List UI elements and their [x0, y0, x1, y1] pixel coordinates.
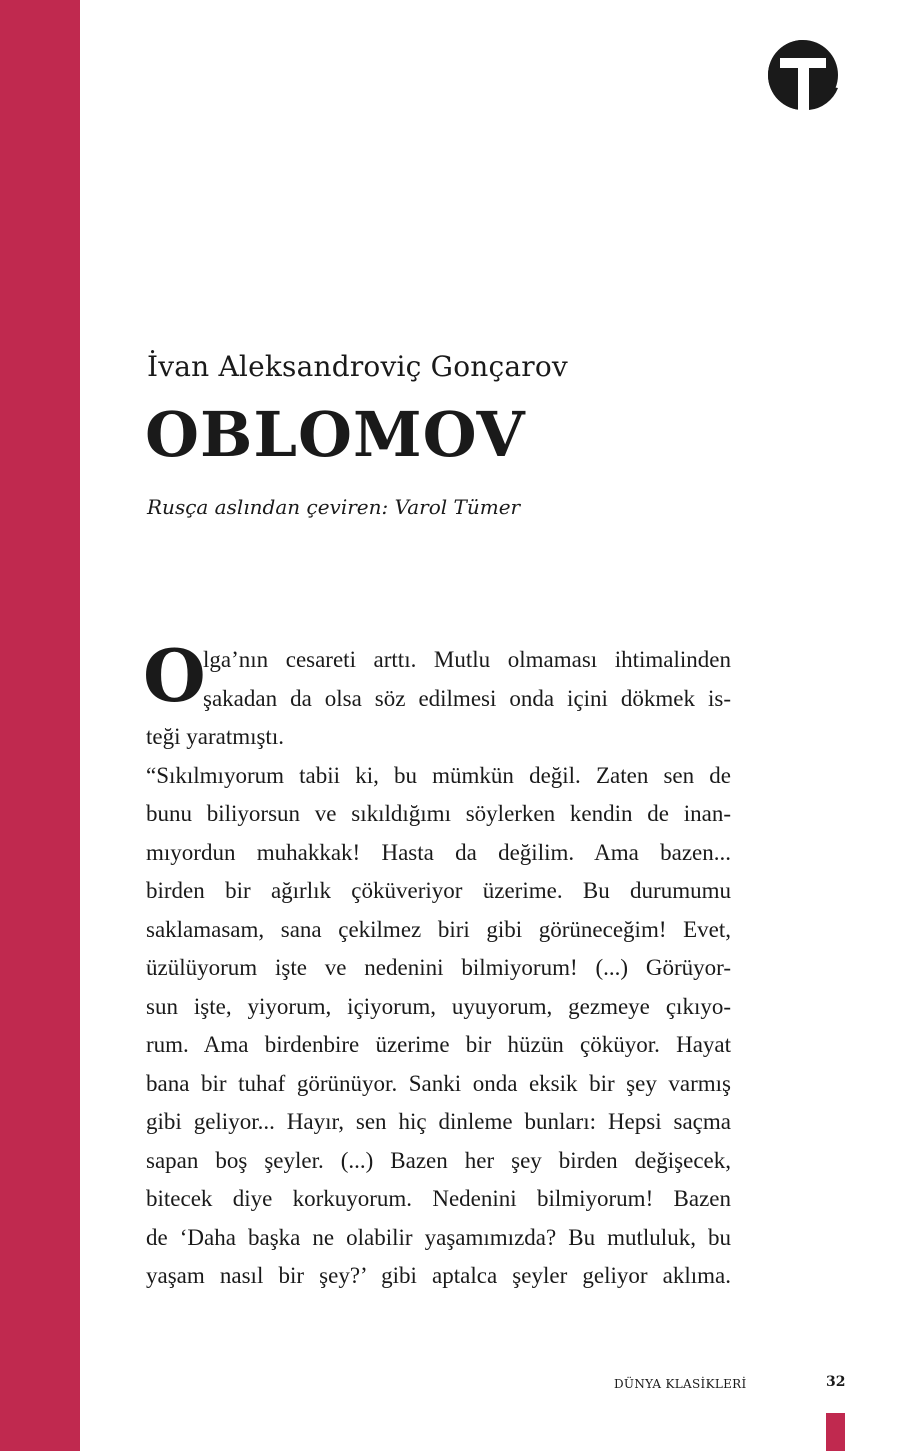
- excerpt-line: yaşam nasıl bir şey?’ gibi aptalca şeyler geliyor aklıma.: [146, 1263, 731, 1288]
- excerpt-line: mıyordun muhakkak! Hasta da değilim. Ama bazen...: [146, 839, 731, 865]
- excerpt-line: gibi geliyor... Hayır, sen hiç dinleme bunları: Hepsi saçma: [146, 1109, 731, 1134]
- excerpt-line: sapan boş şeyler. (...) Bazen her şey birden değişecek,: [146, 1147, 731, 1173]
- excerpt-line: teği yaratmıştı.: [146, 724, 284, 749]
- series-name: DÜNYA KLASİKLERİ: [614, 1377, 747, 1391]
- excerpt-line: de ‘Daha başka ne olabilir yaşamımızda? Bu mutluluk, bu: [146, 1224, 731, 1250]
- translator-credit: Rusça aslından çeviren: Varol Tümer: [147, 495, 521, 519]
- excerpt-line: şakadan da olsa söz edilmesi onda içini dökmek is-: [203, 685, 731, 711]
- excerpt-line: bunu biliyorsun ve sıkıldığımı söylerken kendin de inan-: [146, 801, 731, 826]
- excerpt-line: bana bir tuhaf görünüyor. Sanki onda eksik bir şey varmış: [146, 1070, 731, 1096]
- excerpt-line: üzülüyorum işte ve nedenini bilmiyorum! (...) Görüyor-: [146, 955, 731, 980]
- excerpt-line: saklamasam, sana çekilmez biri gibi görüneceğim! Evet,: [146, 916, 731, 942]
- excerpt-line: bitecek diye korkuyorum. Nedenini bilmiyorum! Bazen: [146, 1186, 731, 1211]
- page-marker: [826, 1413, 845, 1451]
- author-name: İvan Aleksandroviç Gonçarov: [147, 350, 568, 383]
- page-number: 32: [826, 1374, 846, 1390]
- excerpt-line: “Sıkılmıyorum tabii ki, bu mümkün değil. Zaten sen de: [146, 762, 731, 788]
- excerpt-line: sun işte, yiyorum, içiyorum, uyuyorum, gezmeye çıkıyo-: [146, 993, 731, 1019]
- excerpt-line: lga’nın cesareti arttı. Mutlu olmaması ihtimalinden: [203, 647, 731, 672]
- drop-cap: O: [143, 633, 206, 718]
- excerpt-text: [146, 641, 731, 1296]
- book-title: OBLOMOV: [145, 398, 526, 471]
- excerpt-line: birden bir ağırlık çöküveriyor üzerime. Bu durumumu: [146, 878, 731, 903]
- left-accent-band: [0, 0, 80, 1451]
- excerpt-line: rum. Ama birdenbire üzerime bir hüzün çöküyor. Hayat: [146, 1032, 731, 1057]
- publisher-t-logo-icon: [766, 38, 840, 112]
